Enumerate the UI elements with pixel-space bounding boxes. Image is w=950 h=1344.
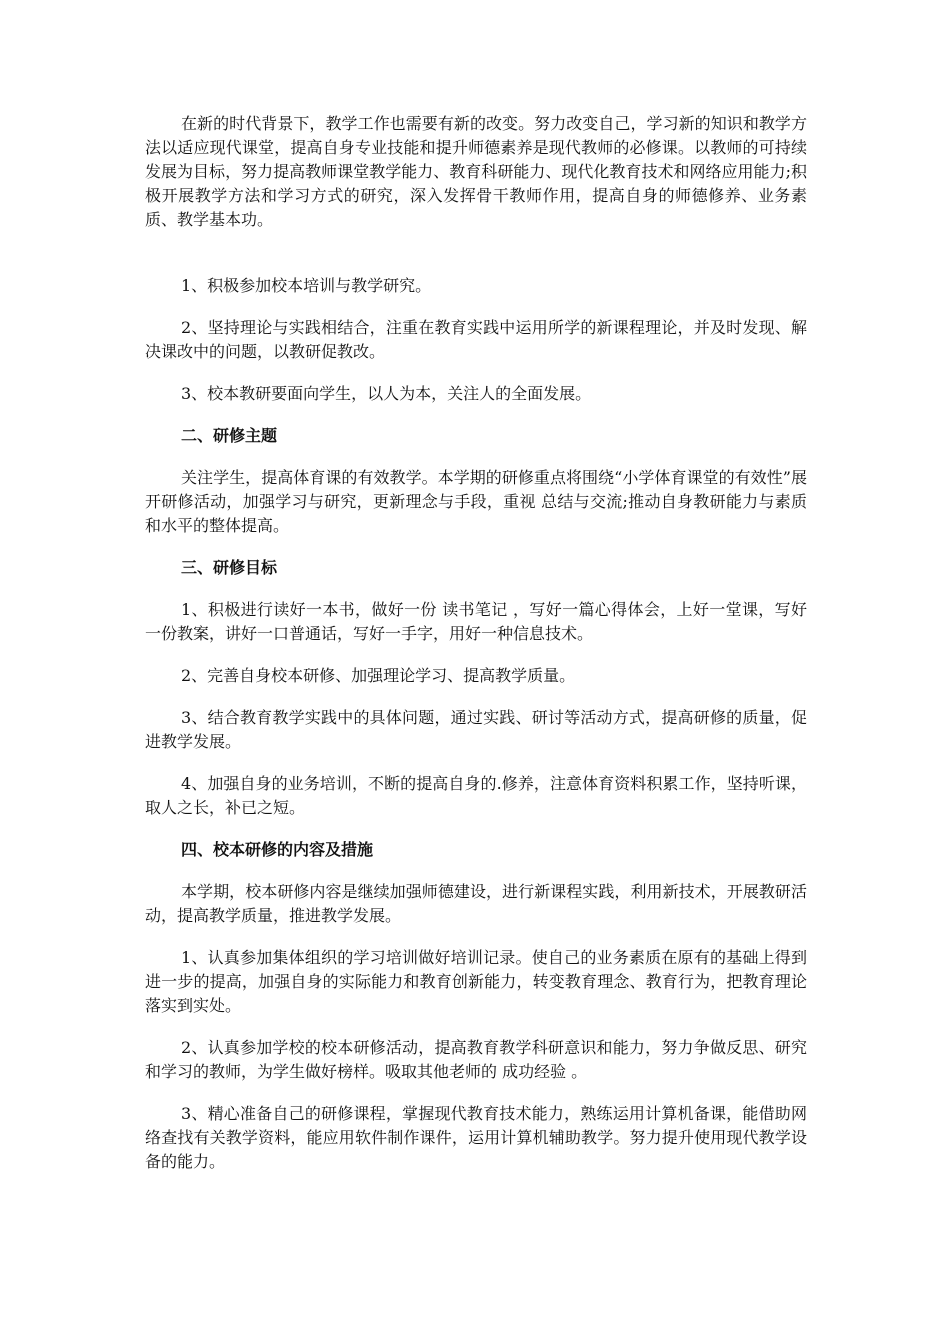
- list-item: 3、精心准备自己的研修课程，掌握现代教育技术能力，熟练运用计算机备课，能借助网络查找有关教学资料，能应用软件制作课件，运用计算机辅助教学。努力提升使用现代教学设备的能力。: [145, 1104, 807, 1171]
- paragraph: 关注学生，提高体育课的有效教学。本学期的研修重点将围绕“小学体育课堂的有效性”展开研修活动，加强学习与研究，更新理念与手段，重视 总结与交流;推动自身教研能力与素质和水平的整体提高。: [145, 468, 807, 535]
- list-item: 1、积极进行读好一本书，做好一份 读书笔记 ，写好一篇心得体会，上好一堂课，写好一份教案，讲好一口普通话，写好一手字，用好一种信息技术。: [145, 600, 807, 643]
- list-item: 1、认真参加集体组织的学习培训做好培训记录。使自己的业务素质在原有的基础上得到进一步的提高，加强自身的实际能力和教育创新能力，转变教育理念、教育行为，把教育理论落实到实处。: [145, 948, 807, 1015]
- section-heading: 二、研修主题: [181, 426, 278, 445]
- paragraph: 本学期，校本研修内容是继续加强师德建设，进行新课程实践，利用新技术，开展教研活动，提高教学质量，推进教学发展。: [145, 882, 807, 925]
- document-body: [145, 112, 807, 1174]
- list-item: 3、结合教育教学实践中的具体问题，通过实践、研讨等活动方式，提高研修的质量，促进教学发展。: [145, 708, 807, 751]
- list-item: 2、坚持理论与实践相结合，注重在教育实践中运用所学的新课程理论，并及时发现、解决课改中的问题，以教研促教改。: [145, 318, 807, 361]
- list-item: 3、校本教研要面向学生，以人为本，关注人的全面发展。: [181, 384, 592, 403]
- list-item: 2、完善自身校本研修、加强理论学习、提高教学质量。: [181, 666, 576, 685]
- section-heading: 三、研修目标: [181, 558, 278, 577]
- intro-paragraph: 在新的时代背景下，教学工作也需要有新的改变。努力改变自己，学习新的知识和教学方法以适应现代课堂，提高自身专业技能和提升师德素养是现代教师的必修课。以教师的可持续发展为目标，努力提高教师课堂教学能力、教育科研能力、现代化教育技术和网络应用能力;积极开展教学方法和学习方式的研究，深入发挥骨干教师作用，提高自身的师德修养、业务素质、教学基本功。: [145, 114, 807, 229]
- list-item: 1、积极参加校本培训与教学研究。: [181, 276, 432, 295]
- list-item: 2、认真参加学校的校本研修活动，提高教育教学科研意识和能力，努力争做反思、研究和学习的教师，为学生做好榜样。吸取其他老师的 成功经验 。: [145, 1038, 807, 1081]
- list-item: 4、加强自身的业务培训，不断的提高自身的.修养，注意体育资料积累工作，坚持听课，取人之长，补已之短。: [145, 774, 807, 817]
- section-heading: 四、校本研修的内容及措施: [181, 840, 374, 859]
